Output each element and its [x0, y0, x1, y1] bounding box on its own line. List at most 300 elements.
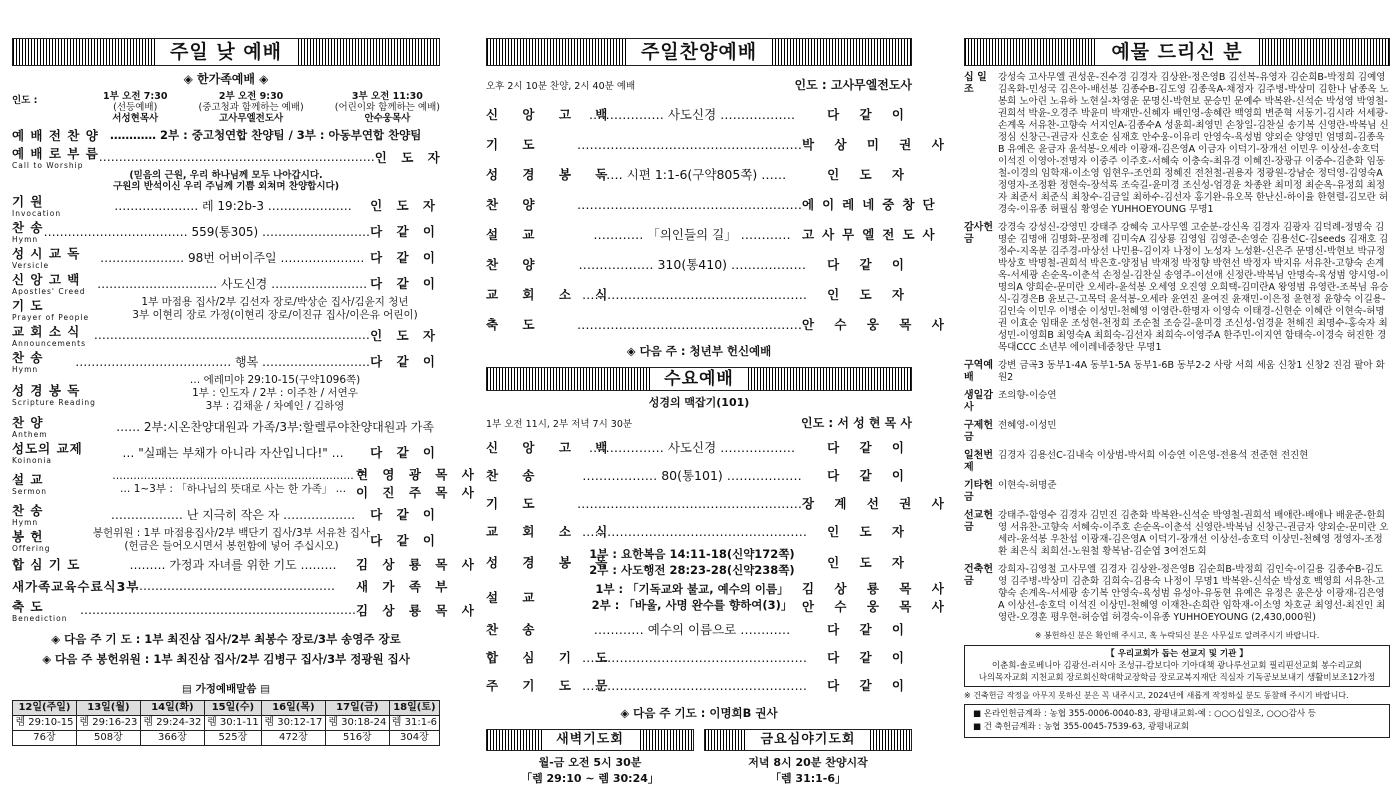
order-label: [12, 470, 110, 496]
order-person-line: 장 계 선 권 사: [802, 496, 952, 511]
order-content-line: ……………………………………………………………: [93, 328, 370, 342]
order-label: [12, 381, 110, 407]
order-content-line: …… 시편 1:1-6(구약805쪽) ……: [597, 167, 787, 182]
order-content-line: ………………………………………………: [582, 677, 807, 693]
order-person-line: 다 같 이: [370, 507, 440, 522]
devotion-cell: 366장: [140, 731, 204, 746]
order-content-line: ………… 예수의 이름으로 …………: [593, 622, 791, 637]
order-content: [110, 296, 440, 322]
order-content-line: … 1~3부 : 「하나님의 뜻대로 사는 한 가족」 …: [119, 483, 347, 495]
order-content-line: 3부 이현리 장로 가정(이현리 장로/이진규 집사/이은유 어린이): [132, 309, 418, 321]
order-row: [12, 501, 440, 527]
devotion-cell: 304장: [389, 731, 439, 746]
order-content: [110, 506, 356, 523]
order-content-line: 봉헌위원 : 1부 마점용집사/2부 백단기 집사/3부 서유찬 집사: [92, 527, 371, 539]
order-content-line: ……………… 사도신경 ………………: [588, 440, 796, 455]
offering-row: [964, 510, 1390, 558]
offering-category: 선교헌금: [964, 510, 993, 533]
devotion-cell: 12일(주일): [13, 701, 77, 716]
order-content-line: ………………………… 사도신경 ……………………: [97, 276, 368, 291]
order-label: 찬 송: [486, 622, 545, 637]
order-person: [807, 648, 912, 666]
order-person-line: 김 상 룡 목 사: [356, 603, 479, 618]
order-label-en: Hymn: [12, 235, 39, 244]
order-content-line: ……………… 난 지극히 작은 자 ………………: [110, 507, 356, 522]
order-content: [582, 546, 802, 578]
order-row: [486, 545, 912, 579]
devotion-row: [13, 701, 440, 716]
order-person-line: 인 도 자: [370, 198, 440, 213]
order-content-line: ………………………………………………: [577, 136, 802, 152]
devotion-cell: 렘 29:16-23: [76, 716, 140, 731]
order-label-text: 교 회 소 식: [12, 324, 81, 339]
order-person: [356, 505, 440, 523]
order-person: [807, 522, 912, 540]
worship-order: [12, 192, 479, 623]
order-label: 기 도: [486, 496, 545, 511]
order-person-line: 안 수 웅 목 사: [802, 599, 952, 614]
order-content: [582, 438, 802, 456]
order-label-text: 기 원: [12, 194, 44, 209]
offering-row: [964, 564, 1390, 624]
order-label-en: Benediction: [12, 614, 68, 623]
order-person-line: 이 진 주 목 사: [356, 485, 479, 500]
order-content-line: ………… 「의인들의 길」 …………: [593, 227, 791, 242]
mission-box: 【 우리교회가 돕는 선교지 및 기관 】 이춘희-솔로베니아 김광선-러시아 조성규-캄보디아 기아대책 광나루선교회 필리핀선교회 봉수리교회 나의목자교회 지천교회 장로회신학대학교장학금 장로교복지재단 직심자 기독공보보내기 생활비보조12가정: [964, 645, 1390, 687]
order-row: [12, 439, 440, 465]
order-label: [12, 527, 93, 553]
offerings-column: [964, 38, 1390, 738]
order-person-line: 김 상 룡 목 사: [356, 557, 479, 572]
order-person: [807, 285, 912, 303]
afternoon-header: [486, 76, 912, 93]
order-content-line: ……………………………………………………………: [80, 603, 356, 617]
order-label: [12, 439, 110, 465]
order-person-line: 다 같 이: [370, 250, 440, 265]
order-person: [802, 494, 952, 512]
service-1: 1부 오전 7:30 (선등예배) 서성현목사: [103, 91, 168, 124]
offering-names: 강태주-함영수 김경자 김민진 김춘화 박복완-신석순 박영철-권희석 배애란-배애나 배윤준-한희영 서유찬-고향숙 서혜숙-이주호 손순옥-이춘석 신영란-박복님 신창근-권금자 양외순-문미란 오세라-윤석봉 우찬섭 이광재-김은영A 이덕기-장개선 이상선-송호덕 이상민-천혜영 정영자-조정환 최은식 최희선-노원철 황복남-김순엽 3여전도회: [998, 510, 1389, 557]
order-row: [486, 219, 943, 249]
devotion-row: [13, 716, 440, 731]
order-label-text: 설 교: [12, 472, 44, 487]
order-row: [486, 309, 952, 339]
devotion-cell: 렘 29:10-15: [13, 716, 77, 731]
order-person-line: 다 같 이: [827, 678, 912, 693]
offering-names: 강성숙 고사무엘 권성운-진수경 김경자 김상완-정은영B 김선복-유영자 김순희B-박정희 김예영 김옥화-민성국 김은아-배선봉 김종수B-김도영 김종욱A-채정자 김주병-박상미 김한나 남종옥 노봉희 노아린 노유하 노현실-차영운 문명신-박현보 문승민 문예수 박복완-신석순 박성영 박영철-권희석 박윤-오경주 박윤미 박재만-신혜자 배인영-송혜란 백영희 변준혁 서동기-김시라 서세광-손계옥 서유찬-고향숙 서지인A-김종수A 성윤희-최영민 손창일-김찬실 송기복 신영란-박복님 신정심 신창근-권금자 신호순 심재호 안수웅-이유리 안영숙-육성범 양외순 양영민 엄명희-김종욱B 유예은 윤금자 윤석봉-오세라 이광재-김은영A 이금자 이덕기-장개선 이민우 이상선-송호덕 이석진 이영아-전명자 이중주 이주호-서혜숙 이충숙-최유경 이혜진-장광규 이중수-김춘화 임동철-이경의 임학재-이소영 임현우-조언희 정혜진 전천철-권용자 정광원-강남순 정덕영-김영숙A 정영자-조정환 정현숙-장석록 조숙길-윤미경 조신성-엄경윤 차종완 최미정 최순옥-유정희 최정자 최준서 최준식 최창수-김금일 최하수-김선자 홍기완-유오목 한난신-하이율 한현렬-김모란 허경숙-이유종 허필심 황영순 YUHHOEYOUNG 무명1: [998, 72, 1389, 215]
order-label-en: Apostles' Creed: [12, 287, 86, 296]
order-label-en: Scripture Reading: [12, 397, 96, 407]
order-label-en: Announcements: [12, 339, 86, 348]
wednesday-title-box: [486, 367, 912, 391]
order-label-en: Offering: [12, 544, 51, 553]
bank-accounts: ■ 온라인헌금계좌 : 농협 355-0006-0040-83, 광평내교회-예 : ○○○십일조, ○○○감사 등 ■ 건 축헌금계좌 : 농협 355-0045-7539-63, 광평내교회: [964, 704, 1390, 738]
order-label: [12, 348, 75, 374]
order-content-line: ……………… 사도신경 ………………: [588, 107, 796, 122]
order-row: [12, 244, 440, 270]
order-row: [486, 249, 912, 279]
order-person: [370, 352, 440, 370]
order-label: 찬 송: [486, 468, 545, 483]
offering-names: 강변 금곡3 동부1-4A 동부1-5A 동부1-6B 동부2-2 사랑 서희 세움 신창1 신창2 진검 팔아 화원2: [998, 360, 1385, 383]
order-person: [356, 465, 479, 501]
devotion-cell: 렘 30:12-17: [261, 716, 325, 731]
order-row: [12, 527, 440, 553]
order-label-en: Invocation: [12, 209, 62, 218]
order-content: [110, 470, 356, 496]
offering-category: 감사헌금: [964, 222, 993, 245]
devotion-row: [13, 731, 440, 746]
order-label: 신 앙 고 백: [486, 440, 618, 455]
order-content-line: 1부 : 「기독교와 불교, 예수의 이름」: [595, 582, 789, 596]
order-label: [12, 192, 110, 218]
offering-row: [964, 480, 1390, 504]
order-content-line: … 에레미야 29:10-15(구약1096쪽): [189, 374, 361, 386]
order-content-line: 2부 : 사도행전 28:23-28(신약238쪽): [589, 563, 795, 577]
devotion-title: ▤ 가정예배말씀 ▤: [181, 683, 270, 695]
order-row: [12, 374, 440, 413]
order-row: [12, 348, 440, 374]
order-person: [802, 466, 912, 484]
sunday-worship-column: [12, 38, 479, 746]
offerings-title: 예물 드리신 분: [1097, 39, 1256, 65]
afternoon-worship-column: [486, 38, 952, 786]
order-person: [802, 620, 912, 638]
offering-category: 십 일 조: [964, 72, 987, 95]
order-person: [802, 135, 952, 153]
order-label: 기 도: [486, 137, 545, 152]
order-person-line: 다 같 이: [827, 468, 912, 483]
offering-names: 조의향-이승연: [998, 390, 1057, 401]
order-person: [802, 195, 943, 213]
dawn-prayer: 새벽기도회 월-금 오전 5시 30분 「렘 29:10 ~ 렘 30:24」: [486, 729, 694, 786]
order-person: [802, 165, 912, 183]
order-label-text: 찬 송: [12, 503, 44, 518]
order-content-line: (헌금은 들어오시면서 봉헌함에 넣어 주십시오): [124, 540, 339, 552]
order-content-line: ……… 가정과 자녀를 위한 기도 ………: [129, 557, 337, 572]
order-person-line: 다 같 이: [370, 533, 440, 548]
devotion-cell: 렘 30:1-11: [204, 716, 261, 731]
order-content: [94, 328, 370, 342]
order-content: [582, 678, 807, 693]
order-person-line: 고사무엘전도사: [802, 227, 943, 242]
family-worship-subtitle: ◈ 한가족예배 ◈: [183, 72, 269, 86]
order-label-text: 합 심 기 도: [12, 557, 81, 572]
order-content: [97, 275, 367, 292]
order-person: [806, 255, 912, 273]
afternoon-worship-title-box: [486, 38, 912, 66]
order-row: [12, 553, 479, 575]
devotion-cell: 508장: [76, 731, 140, 746]
order-label: 축 도: [486, 317, 545, 332]
order-content-line: ………………………………………………: [582, 286, 807, 302]
order-content: [110, 579, 356, 593]
order-content: [75, 353, 370, 370]
friday-prayer: 금요심야기도회 저녁 8시 20분 찬양시작 「렘 31:1-6」: [704, 729, 912, 786]
order-person-line: 다 같 이: [370, 354, 440, 369]
order-content-line: … "실패는 부채가 아니라 자산입니다!" …: [122, 445, 344, 460]
order-person: [802, 553, 912, 571]
order-person: [802, 579, 952, 615]
order-label: 성 경 봉 독: [486, 167, 618, 182]
order-content: [579, 255, 807, 273]
order-label: 찬 양: [486, 197, 545, 212]
order-content: [110, 444, 356, 461]
offerings-title-box: [964, 38, 1390, 66]
offering-names: 전혜영-이성민: [998, 420, 1057, 431]
offering-row: [964, 222, 1390, 354]
order-row: [486, 643, 912, 671]
order-label-en: Prayer of People: [12, 313, 90, 322]
order-label: 설 교: [486, 590, 545, 605]
order-label-text: 축 도: [12, 599, 44, 614]
afternoon-worship-title: 주일찬양예배: [627, 39, 771, 65]
order-row: [12, 597, 479, 623]
order-content: [577, 317, 802, 332]
order-person-line: 다 같 이: [827, 107, 912, 122]
order-label-en: Hymn: [12, 518, 39, 527]
order-row: [486, 671, 912, 699]
order-content-line: 3부 : 김채윤 / 차예인 / 김하영: [205, 400, 345, 412]
next-week-offering: ◈ 다음 주 봉헌위원 : 1부 최진삼 집사/2부 김병구 집사/3부 정광원 집사: [42, 652, 410, 666]
order-person: [802, 315, 952, 333]
order-label-en: Koinonia: [12, 456, 52, 465]
wednesday-time: 1부 오전 11시, 2부 저녁 7시 30분: [486, 418, 633, 430]
order-content: [110, 556, 356, 573]
order-content: [582, 105, 802, 123]
afternoon-order: [486, 99, 952, 339]
order-person-line: 인 도 자: [827, 287, 912, 302]
order-person: [370, 222, 440, 240]
offering-row: [964, 360, 1390, 384]
order-label: [12, 296, 110, 322]
order-person-line: 인 도 자: [827, 555, 912, 570]
offering-names: 강경숙 강성신-강영민 강태주 강혜숙 고사무엘 고순분-강신옥 김경자 김광자 김덕례-정명숙 김명순 김명애 김명화-문정례 김미숙A 김상룡 김영임 김영준-손영순 김용선C-김seeds 김재호 김정수-지옥분 김주경-마상선 나민용-김이자 나정이 노성자 노성환-신은주 문명신-박현보 박규정 박상호 박명철-권희석 박은호-양정님 박재정 박정향 박현선 박정자 박지유 서유찬-고향숙 손계옥-서세광 손순옥-이춘석 손정실-김찬실 송영주-이선애 신정란-박복님 안명숙-육성범 양시영-이명의A 양희순-문미란 오세라-윤석봉 오세영 오진영 오희택-김미란A 왕영범 유영란-조복님 유승식-김경은B 윤보근-고목덕 윤석봉-오세라 윤연진 윤여진 윤재민-이은정 윤현정 윤향숙 이길용-김인숙 이민우 이병순 이성민-천혜영 이영란-한명자 이영숙 이태경-신현순 이혜란 이현숙-허명권 이효순 임태운 조성현-천정희 조순철 조승길-윤미경 조신성-엄경윤 천해진 최명수-홍숙자 최성민-이영희B 최영숙A 최희숙-김선자 최희숙-이영주A 한주민-이지연 함태숙-이경숙 허진한 경목대CCC 소년부 에이레네중창단 무명1: [998, 222, 1389, 353]
offering-names: 김경자 김용선C-김내숙 이상범-박서희 이승연 이은영-전용석 전준현 전진현: [998, 450, 1309, 461]
order-content-line: …… 2부:시온찬양대원과 가족/3부:할렐루야찬양대원과 가족: [116, 419, 434, 434]
order-content-line: ………………………………… 행복 ………………………: [75, 354, 371, 369]
order-row: [486, 615, 912, 643]
order-label-text: 찬 송: [12, 350, 44, 365]
order-person-line: 다 같 이: [827, 650, 912, 665]
devotion-cell: 472장: [261, 731, 325, 746]
order-content-line: ……………… 80(통101) ………………: [582, 468, 802, 483]
order-row: [12, 296, 440, 322]
order-content: [577, 197, 802, 212]
order-label-text: 기 도: [12, 298, 44, 313]
order-content-line: ………………………………………………: [582, 523, 807, 539]
order-label: [12, 270, 97, 296]
devotion-table: [12, 700, 440, 746]
order-person-line: 인 도 자: [827, 524, 912, 539]
offering-category: 구제헌금: [964, 420, 993, 443]
devotion-cell: 렘 31:1-6: [389, 716, 439, 731]
wednesday-series: 성경의 맥잡기(101): [648, 396, 750, 409]
order-content-line: ………………………………………………: [577, 196, 802, 212]
order-row: [12, 270, 440, 296]
prelude-row: 예 배 전 찬 양 ………… 2부 : 중고청연합 찬양팀 / 3부 : 아동부연합 찬양팀: [12, 128, 422, 143]
order-person-line: 다 같 이: [827, 440, 912, 455]
offering-row: [964, 420, 1390, 444]
devotion-cell: 516장: [325, 731, 389, 746]
order-person: [367, 274, 440, 292]
order-person: [802, 105, 912, 123]
order-content-line: 2부 : 「바울, 사명 완수를 향하여(3)」: [591, 598, 793, 612]
wednesday-header: [486, 414, 912, 431]
offering-category: 생일감사: [964, 390, 993, 413]
order-content-line: 1부 : 인도자 / 2부 : 이주찬 / 서연우: [192, 387, 358, 399]
order-person: [356, 555, 479, 573]
order-person-line: 에이레네중창단: [802, 197, 943, 212]
order-content: [582, 620, 802, 638]
order-label: [12, 577, 140, 595]
devotion-cell: 17일(금): [325, 701, 389, 716]
order-person: [364, 248, 440, 266]
order-label-text: 찬 양: [12, 415, 44, 430]
order-person-line: 김 상 룡 목 사: [802, 581, 952, 596]
order-person-line: 현 영 광 목 사: [356, 467, 479, 482]
afternoon-next: ◈ 다음 주 : 청년부 헌신예배: [626, 344, 772, 358]
afternoon-time: 오후 2시 10분 찬양, 2시 40분 예배: [486, 80, 636, 92]
order-content-line: ………………… 레 19:2b-3 …………………: [114, 198, 352, 213]
devotion-cell: 15일(수): [204, 701, 261, 716]
order-content: [44, 223, 370, 240]
order-person-line: 인 도 자: [827, 167, 912, 182]
order-content: [110, 374, 440, 413]
order-label-text: 성도의 교제: [12, 441, 83, 456]
wednesday-next: ◈ 다음 주 기도 : 이명희B 권사: [620, 706, 778, 720]
order-label: 교 회 소 식: [486, 524, 618, 539]
order-row: [486, 489, 952, 517]
order-content: [80, 603, 356, 617]
order-row: [486, 129, 952, 159]
order-content-line: ……………… 310(통410) ………………: [578, 257, 806, 272]
order-label-en: Sermon: [12, 487, 47, 496]
order-label: [12, 555, 110, 573]
offering-row: [964, 72, 1390, 216]
order-content-line: ………………… 98번 어버이주일 …………………: [100, 250, 365, 265]
order-person-line: 새 가 족 부: [356, 579, 453, 594]
wednesday-title: 수요예배: [650, 368, 748, 390]
order-content: [110, 197, 356, 214]
offering-row: [964, 450, 1390, 474]
order-label-text: 신 앙 고 백: [12, 272, 81, 287]
service-times: [12, 91, 440, 124]
leader-label: 인도 :: [12, 95, 38, 106]
devotion-cell: 525장: [204, 731, 261, 746]
order-person-line: 다 같 이: [370, 445, 440, 460]
order-content: [582, 524, 807, 539]
order-content-line: 1부 : 요한복음 14:11-18(신약172쪽): [589, 547, 795, 561]
offering-names: 이현숙-허명준: [998, 480, 1057, 491]
order-content: [577, 137, 802, 152]
order-row: [486, 433, 912, 461]
order-label-text: 성 시 교 독: [12, 246, 81, 261]
order-person-line: 박 상 미 권 사: [802, 137, 952, 152]
order-person: [370, 326, 440, 344]
call-note: (믿음의 근원, 우리 하나님께 모두 나아갑시다. 구원의 반석이신 우리 주님께 기쁨 외쳐며 찬양합시다): [112, 170, 340, 192]
order-label: 신 앙 고 백: [486, 107, 618, 122]
order-label: 성 경 봉 독: [486, 555, 618, 570]
order-content-line: 1부 마점용 집사/2부 김선자 장로/박상순 집사/김윤지 청년: [141, 296, 409, 308]
order-content: [582, 581, 802, 613]
order-person-line: 다 같 이: [370, 224, 440, 239]
order-row: [486, 99, 912, 129]
order-content-line: ………………………………………………: [577, 495, 802, 511]
order-label-en: Hymn: [12, 365, 39, 374]
order-person-line: 안 수 웅 목 사: [802, 317, 952, 332]
offering-names: 강희자-김영철 고사무엘 김경자 김상완-정은영B 김순희B-박정희 김인숙-이길용 김종수B-김도영 김주병-박상미 김춘화 김희숙-김용숙 나정이 무명1 박복완-신석순 박성호 백영희 서유찬-고향숙 손계옥-서세광 송기복 안영숙-육성범 유성아-유동현 유예은 유정은 윤은상 이광재-김은영A 이상선-송호덕 이석진 이상민-천혜영 이재찬-손희란 임학재-이소영 차호균 최영선-최진인 최영란-오경훈 평우현-허승엽 허경숙-이유종 YUHHOEYOUNG (2,430,000원): [998, 564, 1386, 623]
order-label-en: Versicle: [12, 261, 50, 270]
call-row: 예 배 로 부 름 Call to Worship …………………………………………………………… 인 도 자: [12, 146, 445, 170]
order-row: [486, 189, 943, 219]
order-label-en: Anthem: [12, 430, 48, 439]
order-row: [486, 461, 912, 489]
order-person: [356, 601, 479, 619]
order-content: [582, 287, 807, 302]
devotion-cell: 76장: [13, 731, 77, 746]
devotion-cell: 18일(토): [389, 701, 439, 716]
devotion-cell: 16일(목): [261, 701, 325, 716]
service-2: 2부 오전 9:30 (중고청과 함께하는 예배) 고사무엘전도사: [198, 91, 304, 124]
sunday-worship-title-box: [12, 38, 440, 66]
order-label-text: 새가족교육수료식3부: [12, 579, 140, 594]
order-content-line: ………………………………………………: [582, 649, 807, 665]
order-row: [486, 517, 912, 545]
order-label: [12, 218, 44, 244]
order-label: 설 교: [486, 227, 545, 242]
order-content-line: ……………………………………………………………: [112, 470, 354, 482]
devotion-cell: 13일(월): [76, 701, 140, 716]
order-person: [802, 225, 943, 243]
order-label: [12, 597, 80, 623]
order-person: [356, 577, 453, 595]
order-content: [110, 418, 440, 435]
order-person: [370, 531, 440, 549]
offering-row: [964, 390, 1390, 414]
order-content-line: ………………………………………………: [577, 316, 802, 332]
sunday-worship-title: 주일 낮 예배: [156, 39, 296, 65]
order-row: [12, 413, 440, 439]
order-content: [582, 466, 802, 484]
order-content-line: ……………………………………………: [131, 579, 335, 593]
order-label: 교 회 소 식: [486, 287, 618, 302]
order-label-text: 찬 송: [12, 220, 44, 235]
wednesday-order: [486, 433, 952, 699]
order-row: [12, 322, 440, 348]
order-row: [12, 575, 453, 597]
order-label: 찬 양: [486, 257, 545, 272]
order-label-text: 성 경 봉 독: [12, 382, 81, 398]
offering-list: [964, 72, 1390, 624]
offering-category: 구역예배: [964, 360, 993, 383]
order-row: [12, 465, 479, 501]
order-label: [12, 322, 94, 348]
order-person-line: 인 도 자: [370, 328, 440, 343]
offering-category: 기타헌금: [964, 480, 993, 503]
devotion-cell: 렘 29:24-32: [140, 716, 204, 731]
afternoon-leader: 인도 : 고사무엘전도사: [794, 78, 912, 92]
next-week-prayer: ◈ 다음 주 기 도 : 1부 최진삼 집사/2부 최봉수 장로/3부 송영주 장로: [51, 632, 401, 646]
order-content: [100, 249, 364, 266]
devotion-cell: 14일(화): [140, 701, 204, 716]
service-3: 3부 오전 11:30 (어린이와 함께하는 예배) 안수웅목사: [334, 91, 440, 124]
order-person-line: 다 같 이: [827, 257, 912, 272]
offering-category: 건축헌금: [964, 564, 993, 587]
order-content: [93, 527, 370, 553]
order-row: [486, 579, 952, 615]
devotion-cell: 렘 30:18-24: [325, 716, 389, 731]
